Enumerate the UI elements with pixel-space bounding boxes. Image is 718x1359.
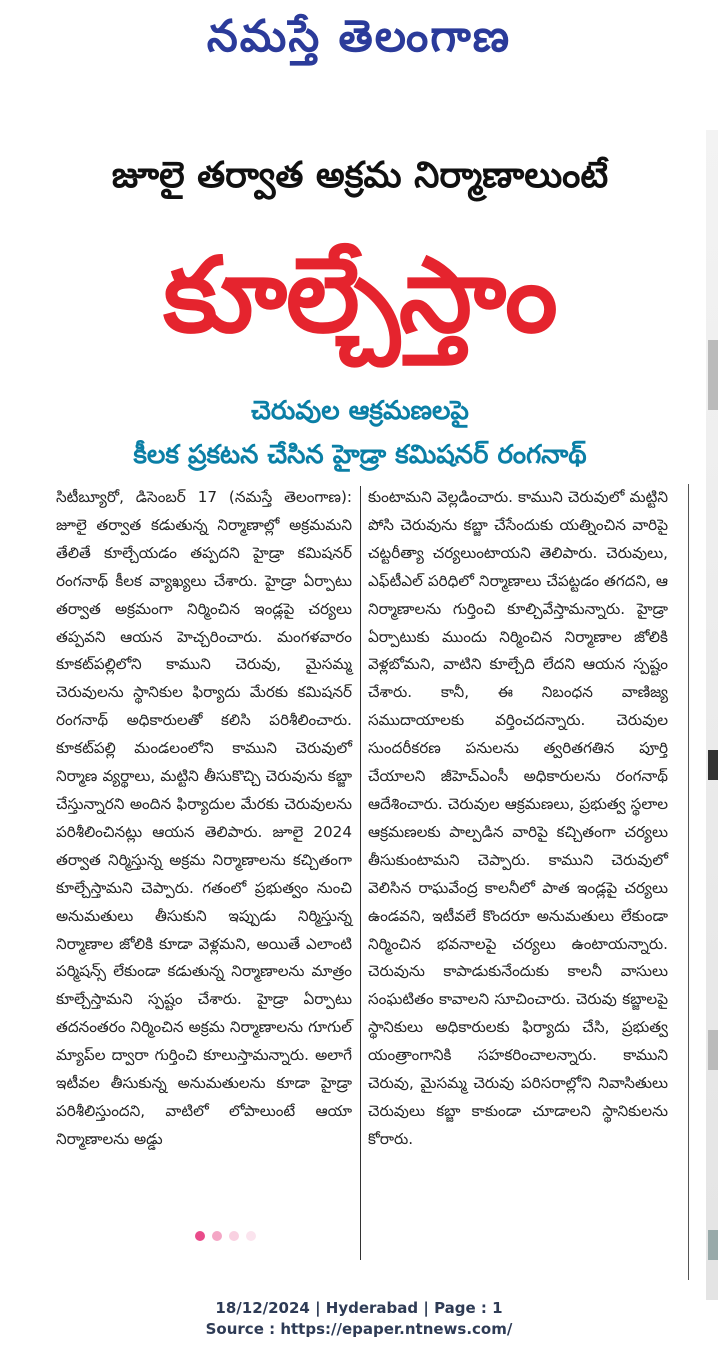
- adjacent-page-edge: [706, 130, 718, 1300]
- indicator-dot: [246, 1231, 256, 1241]
- article-body-right-column: కుంటామని వెల్లడించారు. కాముని చెరువులో మట్టిని పోసి చెరువును కబ్జా చేసేందుకు యత్నించిన వారిపై చట్టరీత్యా చర్యలుంటాయని తెలిపారు. చెరువులు, ఎఫ్‌టీఎల్ పరిధిలో నిర్మాణాలు చేపట్టడం తగదని, ఆ నిర్మాణాలను గుర్తించి కూల్చివేస్తామన్నారు. హైడ్రా ఏర్పాటుకు ముందు నిర్మించిన నిర్మాణాల జోలికి వెళ్లబోమని, వాటిని కూల్చేది లేదని ఆయన స్పష్టం చేశారు. కానీ, ఈ నిబంధన వాణిజ్య సముదాయాలకు వర్తించదన్నారు. చెరువుల సుందరీకరణ పనులను త్వరితగతిన పూర్తి చేయాలని జీహెచ్‌ఎంసీ అధికారులను రంగనాథ్ ఆదేశించారు. చెరువుల ఆక్రమణలు, ప్రభుత్వ స్థలాల ఆక్రమణలకు పాల్పడిన వారిపై కచ్చితంగా చర్యలు తీసుకుంటామని చెప్పారు. కాముని చెరువులో వెలిసిన రాఘవేంద్ర కాలనీలో పాత ఇండ్లపై చర్యలు ఉండవని, ఇటీవలే కొందరూ అనుమతులు లేకుండా నిర్మించిన భవనాలపై చర్యలు ఉంటాయన్నారు. చెరువును కాపాడుకునేందుకు కాలనీ వాసులు సంఘటితం కావాలని సూచించారు. చెరువు కబ్జాలపై స్థానికులు అధికారులకు ఫిర్యాదు చేసి, ప్రభుత్వ యంత్రాంగానికి సహకరించాలన్నారు. కాముని చెరువు, మైసమ్మ చెరువు పరిసరాల్లోని నివాసితులు చెరువులు కబ్జా కాకుండా చూడాలని స్థానికులను కోరారు.: [368, 488, 668, 1148]
- main-headline: కూల్చేస్తాం: [163, 234, 557, 356]
- indicator-dot: [212, 1231, 222, 1241]
- column-divider: [360, 486, 361, 1260]
- subheadline-line-1: చెరువుల ఆక్రమణలపై: [251, 396, 469, 426]
- subheadline-line-2: కీలక ప్రకటన చేసిన హైడ్రా కమిషనర్ రంగనాథ్: [133, 440, 587, 470]
- article-frame-line: [688, 484, 689, 1280]
- indicator-dot: [195, 1231, 205, 1241]
- article-body-left-column: సిటీబ్యూరో, డిసెంబర్ 17 (నమస్తే తెలంగాణ): జూలై తర్వాత కడుతున్న నిర్మాణాల్లో అక్రమమని తేలితే కూల్చేయడం తప్పదని హైడ్రా కమిషనర్ రంగనాథ్ కీలక వ్యాఖ్యలు చేశారు. హైడ్రా ఏర్పాటు తర్వాత అక్రమంగా నిర్మించిన ఇండ్లపై చర్యలు తప్పవని ఆయన హెచ్చరించారు. మంగళవారం కూకట్‌పల్లిలోని కాముని చెరువు, మైసమ్మ చెరువులను స్థానికుల ఫిర్యాదు మేరకు కమిషనర్ రంగనాథ్ అధికారులతో కలిసి పరిశీలించారు. కూకట్‌పల్లి మండలంలోని కాముని చెరువులో నిర్మాణ వ్యర్థాలు, మట్టిని తీసుకొచ్చి చెరువును కబ్జా చేస్తున్నారని అందిన ఫిర్యాదుల మేరకు చెరువులను పరిశీలించినట్లు ఆయన తెలిపారు. జూలై 2024 తర్వాత నిర్మిస్తున్న అక్రమ నిర్మాణాలను కచ్చితంగా కూల్చేస్తామని చెప్పారు. గతంలో ప్రభుత్వం నుంచి అనుమతులు తీసుకుని ఇప్పుడు నిర్మిస్తున్న నిర్మాణాల జోలికి కూడా వెళ్లమని, అయితే ఎలాంటి పర్మిషన్స్ లేకుండా కడుతున్న నిర్మాణాలను మాత్రం కూల్చేస్తామని స్పష్టం చేశారు. హైడ్రా ఏర్పాటు తదనంతరం నిర్మించిన అక్రమ నిర్మాణాలను గూగుల్ మ్యాప్‌ల ద్వారా గుర్తించి కూలుస్తామన్నారు. అలాగే ఇటీవల తీసుకున్న అనుమతులను కూడా హైడ్రా పరిశీలిస్తుందని, వాటిలో లోపాలుంటే ఆయా నిర్మాణాలను అడ్డు: [56, 488, 352, 1148]
- page-indicator-dots: [195, 1226, 258, 1238]
- footer-date-edition: 18/12/2024 | Hyderabad | Page : 1: [215, 1299, 503, 1317]
- indicator-dot: [229, 1231, 239, 1241]
- footer-source-link[interactable]: Source : https://epaper.ntnews.com/: [205, 1320, 513, 1338]
- headline-kicker: జూలై తర్వాత అక్రమ నిర్మాణాలుంటే: [111, 155, 609, 196]
- newspaper-masthead: నమస్తే తెలంగాణ: [206, 11, 512, 62]
